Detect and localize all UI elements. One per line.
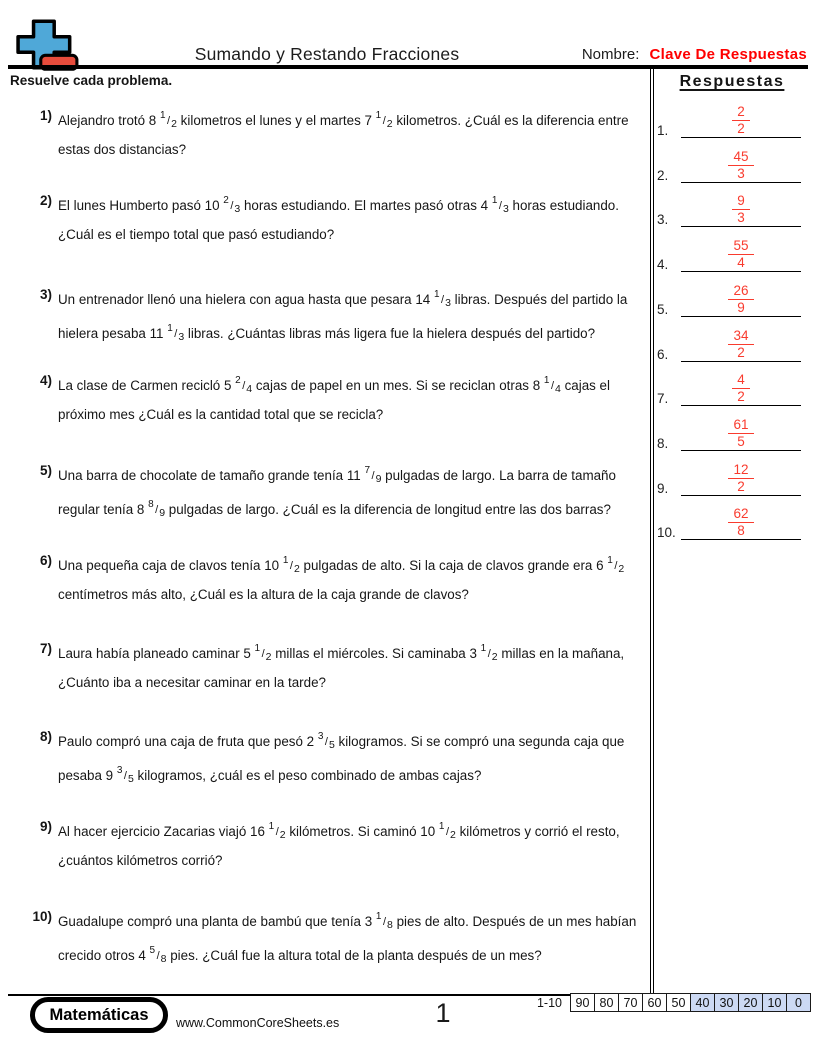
answer-row xyxy=(651,452,807,496)
score-cell: 0 xyxy=(786,993,811,1012)
inline-fraction: $^3$ /5 xyxy=(317,731,335,751)
answer-denominator: 2 xyxy=(737,478,745,494)
problem-text: Alejandro trotó 8 $^1$ /2 kilometros el lunes y el martes 7 $^1$ /2 kilometros. ¿Cuál es la diferencia entre estas dos distancias? xyxy=(58,110,629,157)
problem-text: El lunes Humberto pasó 10 $^2$ /3 horas estudiando. El martes pasó otras 4 $^1$ /3 horas estudiando. ¿Cuál es el tiempo total que pasó estudiando? xyxy=(58,195,619,242)
brand-label: Matemáticas xyxy=(49,1005,149,1024)
answer-row xyxy=(651,228,807,272)
inline-fraction: $^3$ /5 xyxy=(116,765,134,785)
answer-fraction xyxy=(681,239,801,270)
problem-number: 3) xyxy=(39,287,52,302)
answer-row xyxy=(651,94,807,138)
answer-fraction xyxy=(681,105,801,136)
answer-number: 9. xyxy=(657,480,669,496)
inline-fraction: $^1$ /2 xyxy=(480,643,498,663)
problem-item xyxy=(8,368,652,428)
page-number: 1 xyxy=(435,998,451,1028)
problem-text: La clase de Carmen recicló 5 $^2$ /4 cajas de papel en un mes. Si se reciclan otras 8 $^1$ /4 cajas el próximo mes ¿Cuál es la cantidad total que se recicla? xyxy=(58,375,610,422)
answer-blank-line xyxy=(681,539,801,540)
answer-number: 2. xyxy=(657,167,669,183)
score-cell: 80 xyxy=(594,993,619,1012)
problem-item xyxy=(8,636,652,696)
problem-text: Paulo compró una caja de fruta que pesó 2 $^3$ /5 kilogramos. Si se compró una segunda caja que pesaba 9 $^3$ /5 kilogramos, ¿cuál es el peso combinado de ambas cajas? xyxy=(58,731,625,785)
inline-fraction: $^1$ /3 xyxy=(167,323,185,343)
answer-numerator: 4 xyxy=(732,373,750,389)
score-cell: 10 xyxy=(762,993,787,1012)
answer-fraction xyxy=(681,150,801,181)
problem-text: Guadalupe compró una planta de bambú que tenía 3 $^1$ /8 pies de alto. Después de un mes habían crecido otros 4 $^5$ /8 pies. ¿Cuál fue la altura total de la planta después de un mes? xyxy=(58,911,637,965)
problem-number: 9) xyxy=(39,819,52,834)
answer-numerator: 9 xyxy=(732,194,750,210)
answer-row xyxy=(651,407,807,451)
score-cells xyxy=(570,993,811,1012)
answers-list xyxy=(651,0,807,1000)
answer-numerator: 45 xyxy=(728,150,753,166)
answer-denominator: 3 xyxy=(737,210,745,226)
problem-item xyxy=(8,458,652,526)
score-cell: 60 xyxy=(642,993,667,1012)
inline-fraction: $^1$ /2 xyxy=(254,643,272,663)
inline-fraction: $^1$ /2 xyxy=(607,555,625,575)
problem-item xyxy=(8,548,652,608)
answer-fraction xyxy=(681,373,801,404)
problem-number: 5) xyxy=(39,463,52,478)
answer-fraction xyxy=(681,329,801,360)
problem-text: Laura había planeado caminar 5 $^1$ /2 millas el miércoles. Si caminaba 3 $^1$ /2 millas en la mañana, ¿Cuánto iba a necesitar caminar en la tarde? xyxy=(58,643,625,690)
inline-fraction: $^1$ /2 xyxy=(159,110,177,130)
answer-number: 4. xyxy=(657,257,669,273)
inline-fraction: $^1$ /8 xyxy=(375,911,393,931)
answer-numerator: 62 xyxy=(728,507,753,523)
score-cell: 30 xyxy=(714,993,739,1012)
answer-denominator: 8 xyxy=(737,523,745,539)
answer-denominator: 9 xyxy=(737,299,745,315)
score-cell: 90 xyxy=(570,993,595,1012)
answer-number: 1. xyxy=(657,123,669,138)
score-strip xyxy=(537,993,811,1012)
answer-number: 8. xyxy=(657,435,669,451)
problem-number: 6) xyxy=(39,553,52,568)
inline-fraction: $^1$ /3 xyxy=(491,195,509,215)
worksheet-title: Sumando y Restando Fracciones xyxy=(194,44,460,64)
answer-numerator: 55 xyxy=(728,239,753,255)
answer-number: 6. xyxy=(657,346,669,362)
answer-numerator: 34 xyxy=(728,329,753,345)
answer-numerator: 12 xyxy=(728,463,753,479)
score-cell: 20 xyxy=(738,993,763,1012)
answer-number: 10. xyxy=(657,525,676,541)
inline-fraction: $^2$ /3 xyxy=(223,195,241,215)
answer-number: 7. xyxy=(657,391,669,407)
brand-logo xyxy=(30,997,168,1033)
answer-row xyxy=(651,496,807,540)
answer-fraction xyxy=(681,463,801,494)
inline-fraction: $^7$ /9 xyxy=(364,465,382,485)
answer-denominator: 2 xyxy=(737,389,745,405)
score-cell: 70 xyxy=(618,993,643,1012)
score-cell: 40 xyxy=(690,993,715,1012)
problem-text: Una pequeña caja de clavos tenía 10 $^1$ /2 pulgadas de alto. Si la caja de clavos grande era 6 $^1$ /2 centímetros más alto, ¿Cuál es la altura de la caja grande de clavos? xyxy=(58,555,625,602)
answer-fraction xyxy=(681,507,801,538)
answer-number: 5. xyxy=(657,301,669,317)
inline-fraction: $^1$ /3 xyxy=(433,289,451,309)
answer-denominator: 2 xyxy=(737,344,745,360)
problem-text: Una barra de chocolate de tamaño grande tenía 11 $^7$ /9 pulgadas de largo. La barra de tamaño regular tenía 8 $^8$ /9 pulgadas de largo. ¿Cuál es la diferencia de longitud entre las dos barras? xyxy=(58,465,616,519)
inline-fraction: $^8$ /9 xyxy=(148,499,166,519)
problem-number: 7) xyxy=(39,641,52,656)
score-range-label: 1-10 xyxy=(536,996,562,1010)
inline-fraction: $^1$ /2 xyxy=(268,821,286,841)
answer-fraction xyxy=(681,418,801,449)
answer-key-name: Clave De Respuestas xyxy=(649,46,807,63)
answer-row xyxy=(651,183,807,227)
website-url: www.CommonCoreSheets.es xyxy=(176,1016,340,1030)
problem-item xyxy=(8,724,652,792)
inline-fraction: $^5$ /8 xyxy=(149,945,167,965)
answer-denominator: 4 xyxy=(737,255,745,271)
answer-number: 3. xyxy=(657,212,669,228)
problem-item xyxy=(8,103,652,163)
problem-text: Un entrenador llenó una hielera con agua hasta que pesara 14 $^1$ /3 libras. Después del partido la hielera pesaba 11 $^1$ /3 libras. ¿Cuántas libras más ligera fue la hielera después del partido? xyxy=(58,289,628,343)
answer-denominator: 5 xyxy=(737,433,745,449)
problem-number: 4) xyxy=(39,373,52,388)
inline-fraction: $^2$ /4 xyxy=(235,375,253,395)
answer-row xyxy=(651,362,807,406)
problem-item xyxy=(8,814,652,874)
inline-fraction: $^1$ /2 xyxy=(375,110,393,130)
problem-number: 10) xyxy=(32,909,52,924)
problem-number: 8) xyxy=(39,729,52,744)
inline-fraction: $^1$ /2 xyxy=(282,555,300,575)
answer-numerator: 61 xyxy=(728,418,753,434)
answers-title: Respuestas xyxy=(679,73,785,90)
answer-numerator: 2 xyxy=(732,105,750,121)
answer-fraction xyxy=(681,284,801,315)
score-cell: 50 xyxy=(666,993,691,1012)
problem-number: 2) xyxy=(39,193,52,208)
problem-item xyxy=(8,904,652,972)
answer-row xyxy=(651,318,807,362)
answer-row xyxy=(651,273,807,317)
problem-item xyxy=(8,282,652,350)
instructions-text: Resuelve cada problema. xyxy=(10,73,173,88)
name-label: Nombre: xyxy=(581,46,640,63)
problem-number: 1) xyxy=(39,108,52,123)
problem-item xyxy=(8,188,652,248)
answer-fraction xyxy=(681,194,801,225)
answer-row xyxy=(651,139,807,183)
answer-denominator: 3 xyxy=(737,165,745,181)
inline-fraction: $^1$ /2 xyxy=(438,821,456,841)
inline-fraction: $^1$ /4 xyxy=(543,375,561,395)
answer-numerator: 26 xyxy=(728,284,753,300)
problem-text: Al hacer ejercicio Zacarias viajó 16 $^1$ /2 kilómetros. Si caminó 10 $^1$ /2 kilómetros y corrió el resto, ¿cuántos kilómetros corrió? xyxy=(58,821,620,868)
answer-denominator: 2 xyxy=(737,121,745,136)
